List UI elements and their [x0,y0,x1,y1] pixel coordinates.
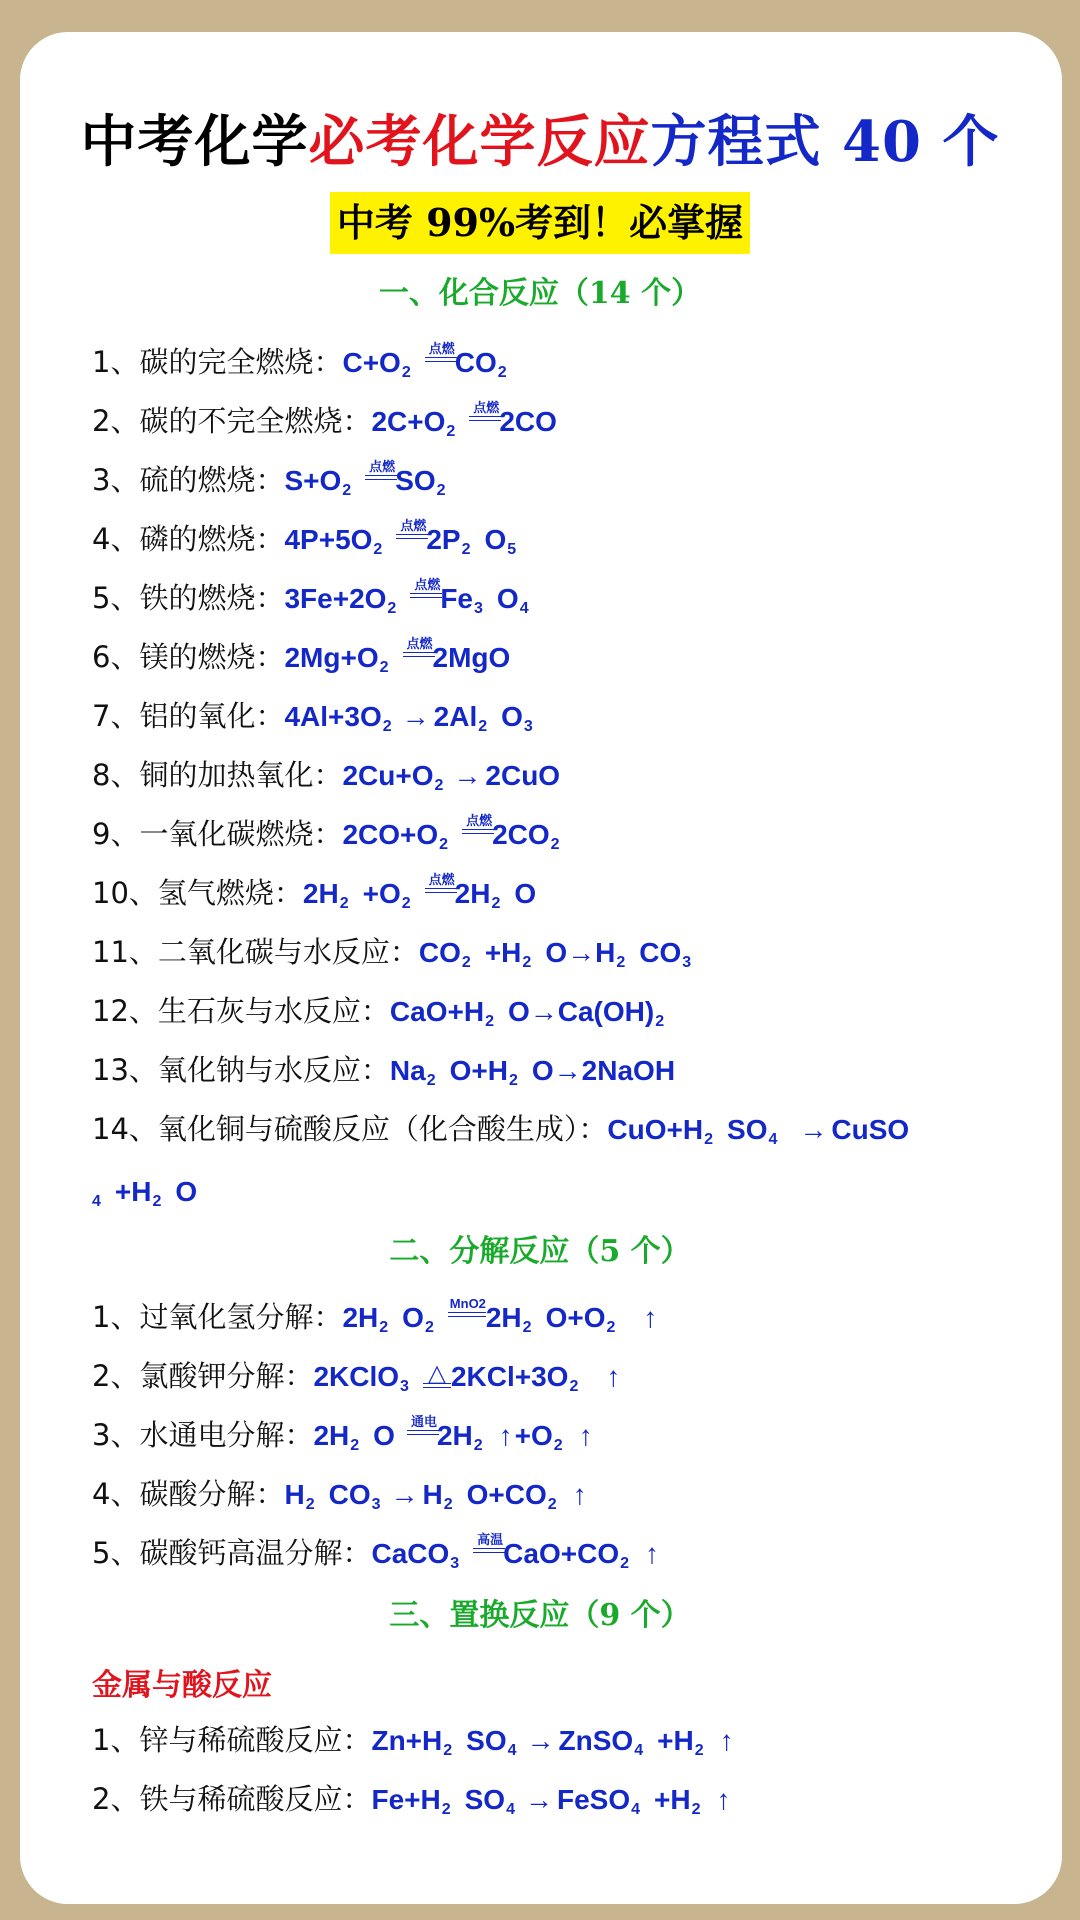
reaction-name: 水通电分解： [139,1418,314,1452]
item-number: 1、 [92,1300,140,1334]
arrow-icon: → [401,701,430,732]
equation-row [92,987,678,1035]
equation-row [92,1470,587,1518]
reaction-condition: MnO2 [448,1297,486,1317]
equation-row [92,1411,593,1459]
equation-row [92,1529,659,1577]
equation: $CuO+H_2$ $SO_4$ → CuSO [607,1114,910,1148]
reaction-name: 二氧化碳与水反应： [157,935,419,969]
equation: $4Al+3O_2 \to 2Al_2$ $O_3$ [284,701,533,735]
reaction-condition: 点燃 [469,401,499,421]
item-number: 9、 [92,817,140,851]
reaction-condition: 点燃 [396,519,426,539]
item-number: 13、 [92,1053,158,1087]
equation-row [92,1046,675,1094]
reaction-condition: 点燃 [410,578,440,598]
subsection-heading: 金属与酸反应 [92,1668,272,1703]
item-number: 14、 [92,1112,158,1146]
equation-row [92,1716,734,1764]
equation-row [92,692,547,740]
reaction-name: 铝的氧化： [139,699,285,733]
equation: $C+O_2$ 点燃 $CO_2$ [342,341,507,381]
item-number: 4、 [92,522,140,556]
reaction-condition: 通电 [407,1415,437,1435]
reaction-name: 铜的加热氧化： [139,758,343,792]
equation: $2H_2 +O_2$ 点燃 $2H_2$ O [302,872,537,912]
section-heading-decomposition: 二、分解反应（5 个） [389,1234,691,1269]
reaction-name: 碳酸钙高温分解： [139,1536,372,1570]
equation-row [92,397,557,445]
arrow-icon: → [529,996,558,1027]
reaction-condition: 点燃 [403,637,433,657]
reaction-name: 磷的燃烧： [139,522,285,556]
item-number: 3、 [92,463,140,497]
equation: $Fe+H_2$ $SO_4$ → FeSO$_4$ $+H_2$ ↑ [371,1784,731,1818]
equation-row [92,574,543,622]
equation: $CO_2 +H_2$ $O\to H_2$ $CO_3$ [418,937,692,971]
section-heading-combination: 一、化合反应（14 个） [378,276,702,311]
gas-up-arrow-icon: ↑ [572,1479,587,1510]
equation-row [92,1293,657,1341]
item-number: 2、 [92,404,140,438]
equation-row [92,1352,620,1400]
gas-up-arrow-icon: ↑ [606,1361,621,1392]
reaction-name: 生石灰与水反应： [157,994,390,1028]
reaction-name: 硫的燃烧： [139,463,285,497]
reaction-condition: 点燃 [425,342,455,362]
item-number: 12、 [92,994,158,1028]
equation: $2Mg+O_2$ 点燃 2MgO [284,636,511,676]
equation-row [92,1105,909,1153]
item-number: 2、 [92,1782,140,1816]
item-number: 1、 [92,345,140,379]
equation: $2H_2$ $O_2$ MnO2 $2H_2$ $O+O_2$ ↑ [342,1296,658,1336]
item-number: 5、 [92,1536,140,1570]
equation-row [92,1775,731,1823]
reaction-name: 碳的完全燃烧： [139,345,343,379]
reaction-name: 氢气燃烧： [157,876,303,910]
item-number: 8、 [92,758,140,792]
reaction-name: 碳酸分解： [139,1477,285,1511]
reaction-condition: 点燃 [425,873,455,893]
gas-up-arrow-icon: ↑ [719,1725,734,1756]
item-number: 4、 [92,1477,140,1511]
arrow-icon: → [526,1725,555,1756]
equation: $H_2$ $CO_3 \to H_2$ $O+CO_2$ ↑ [284,1479,587,1513]
item-number: 6、 [92,640,140,674]
equation-row [92,928,705,976]
equation: $2C+O_2$ 点燃 2CO [371,400,557,440]
arrow-icon: → [799,1114,828,1145]
title-part-1: 中考化学 [80,109,309,175]
reaction-name: 氧化钠与水反应： [157,1053,390,1087]
reaction-condition: 点燃 [462,814,492,834]
arrow-icon: → [567,937,596,968]
item-number: 11、 [92,935,158,969]
equation-continuation: $_4 +H_2$ O [92,1176,198,1210]
equation: $2H_2$ O 通电 $2H_2$ $↑+O_2$ ↑ [313,1414,593,1454]
equation: $3Fe+2O_2$ 点燃 $Fe_3$ $O_4$ [284,577,529,617]
equation-row [92,456,460,504]
equation: $2Cu+O_2 \to 2CuO$ [342,760,561,794]
reaction-name: 镁的燃烧： [139,640,285,674]
reaction-condition: 点燃 [365,460,395,480]
gas-up-arrow-icon: ↑ [498,1420,513,1451]
equation: CaCO$_3$ 高温 $CaO+CO_2$ ↑ [371,1532,660,1572]
equation-row [92,869,536,917]
title-part-2: 必考化学反应 [308,109,651,175]
item-number: 7、 [92,699,140,733]
reaction-name: 氯酸钾分解： [139,1359,314,1393]
gas-up-arrow-icon: ↑ [645,1538,660,1569]
item-number: 5、 [92,581,140,615]
reaction-name: 碳的不完全燃烧： [139,404,372,438]
item-number: 10、 [92,876,158,910]
reaction-name: 铁的燃烧： [139,581,285,615]
gas-up-arrow-icon: ↑ [578,1420,593,1451]
equation-row [92,515,530,563]
equation-row [92,633,510,681]
item-number: 3、 [92,1418,140,1452]
arrow-icon: → [390,1479,419,1510]
reaction-name: 一氧化碳燃烧： [139,817,343,851]
reaction-name: 氧化铜与硫酸反应（化合酸生成）： [157,1112,608,1146]
highlight-banner: 中考 99%考到！必掌握 [330,192,750,254]
equation-row [92,338,521,386]
equation: $CaO+H_2$ $O\to Ca(OH)_2$ [389,996,665,1030]
equation-row [92,810,574,858]
reaction-name: 铁与稀硫酸反应： [139,1782,372,1816]
equation: 2KClO$_3$ △ $2KCl+3O_2$ ↑ [313,1360,621,1395]
equation: $4P+5O_2$ 点燃 $2P_2$ $O_5$ [284,518,517,558]
arrow-icon: → [553,1055,582,1086]
arrow-icon: → [453,760,482,791]
equation: $Na_2$ $O+H_2$ O→2NaOH [389,1055,676,1089]
equation: $S+O_2$ 点燃 $SO_2$ [284,459,446,499]
equation: $Zn+H_2$ $SO_4$ → ZnSO$_4$ $+H_2$ ↑ [371,1725,734,1759]
section-heading-replacement: 三、置换反应（9 个） [389,1598,691,1633]
equation: $2CO+O_2$ 点燃 $2CO_2$ [342,813,560,853]
equation-row [92,751,560,799]
gas-up-arrow-icon: ↑ [643,1302,658,1333]
item-number: 2、 [92,1359,140,1393]
page-title [0,98,1080,178]
reaction-condition: △ [423,1368,451,1388]
item-number: 1、 [92,1723,140,1757]
title-part-3: 方程式 40 个 [650,109,1000,175]
arrow-icon: → [525,1784,553,1815]
reaction-name: 过氧化氢分解： [139,1300,343,1334]
gas-up-arrow-icon: ↑ [716,1784,731,1815]
reaction-name: 锌与稀硫酸反应： [139,1723,372,1757]
reaction-condition: 高温 [473,1533,503,1553]
